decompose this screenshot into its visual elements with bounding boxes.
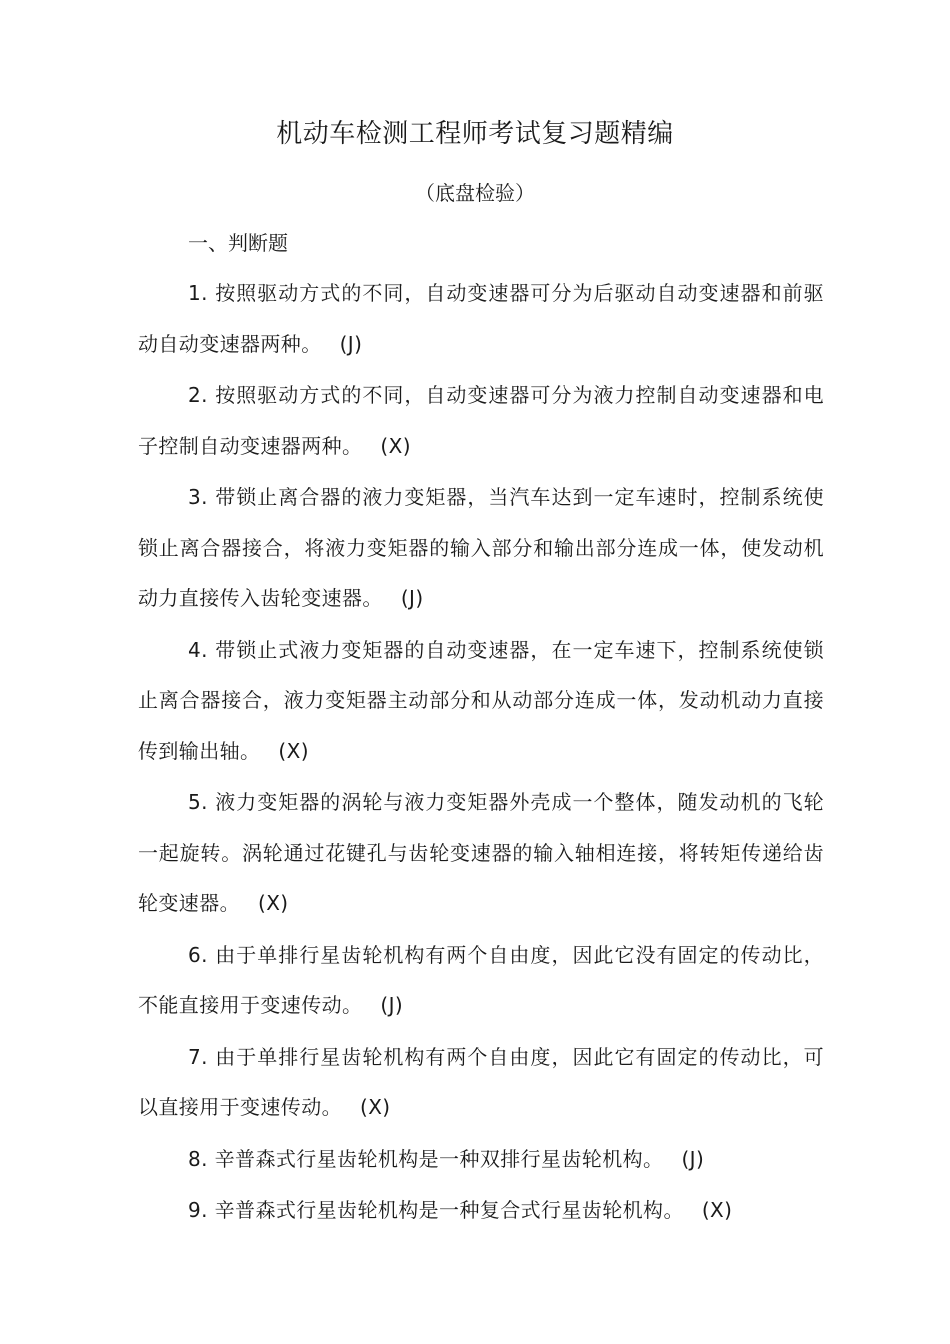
question-text: 9. 辛普森式行星齿轮机构是一种复合式行星齿轮机构。 xyxy=(188,1198,684,1222)
question-text: 6. 由于单排行星齿轮机构有两个自由度，因此它没有固定的传动比，不能直接用于变速传动。 xyxy=(138,942,824,1017)
question-list xyxy=(138,268,824,1237)
question-text: 3. 带锁止离合器的液力变矩器，当汽车达到一定车速时，控制系统使锁止离合器接合，将液力变矩器的输入部分和输出部分连成一体，使发动机动力直接传入齿轮变速器。 xyxy=(138,485,824,610)
question-item xyxy=(138,625,824,777)
question-answer: (X) xyxy=(701,1198,733,1222)
section-heading: 一、判断题 xyxy=(188,231,288,255)
page-title: 机动车检测工程师考试复习题精编 xyxy=(276,119,674,149)
page-subtitle: （底盘检验） xyxy=(415,181,535,205)
question-answer: (X) xyxy=(360,1095,391,1119)
question-item xyxy=(138,268,824,369)
question-item xyxy=(138,1032,824,1133)
question-item xyxy=(138,777,824,929)
question-item xyxy=(138,1134,824,1185)
question-item xyxy=(138,1185,824,1236)
question-item xyxy=(138,930,824,1031)
question-answer: (X) xyxy=(258,891,289,915)
question-text: 1. 按照驱动方式的不同，自动变速器可分为后驱动自动变速器和前驱动自动变速器两种。 xyxy=(138,281,824,356)
question-item xyxy=(138,472,824,624)
question-answer: (J) xyxy=(339,331,363,356)
question-text: 2. 按照驱动方式的不同，自动变速器可分为液力控制自动变速器和电子控制自动变速器两种。 xyxy=(138,383,824,458)
question-text: 4. 带锁止式液力变矩器的自动变速器，在一定车速下，控制系统使锁止离合器接合，液力变矩器主动部分和从动部分连成一体，发动机动力直接传到输出轴。 xyxy=(138,637,824,763)
question-answer: (X) xyxy=(278,738,309,763)
question-answer: (J) xyxy=(681,1146,705,1171)
question-answer: (X) xyxy=(380,433,411,458)
question-answer: (J) xyxy=(400,586,424,610)
question-answer: (J) xyxy=(380,993,404,1017)
question-text: 5. 液力变矩器的涡轮与液力变矩器外壳成一个整体，随发动机的飞轮一起旋转。涡轮通过花键孔与齿轮变速器的输入轴相连接，将转矩传递给齿轮变速器。 xyxy=(138,790,824,915)
question-item xyxy=(138,370,824,471)
question-text: 8. 辛普森式行星齿轮机构是一种双排行星齿轮机构。 xyxy=(188,1146,664,1171)
question-text: 7. 由于单排行星齿轮机构有两个自由度，因此它有固定的传动比，可以直接用于变速传动。 xyxy=(138,1044,824,1119)
